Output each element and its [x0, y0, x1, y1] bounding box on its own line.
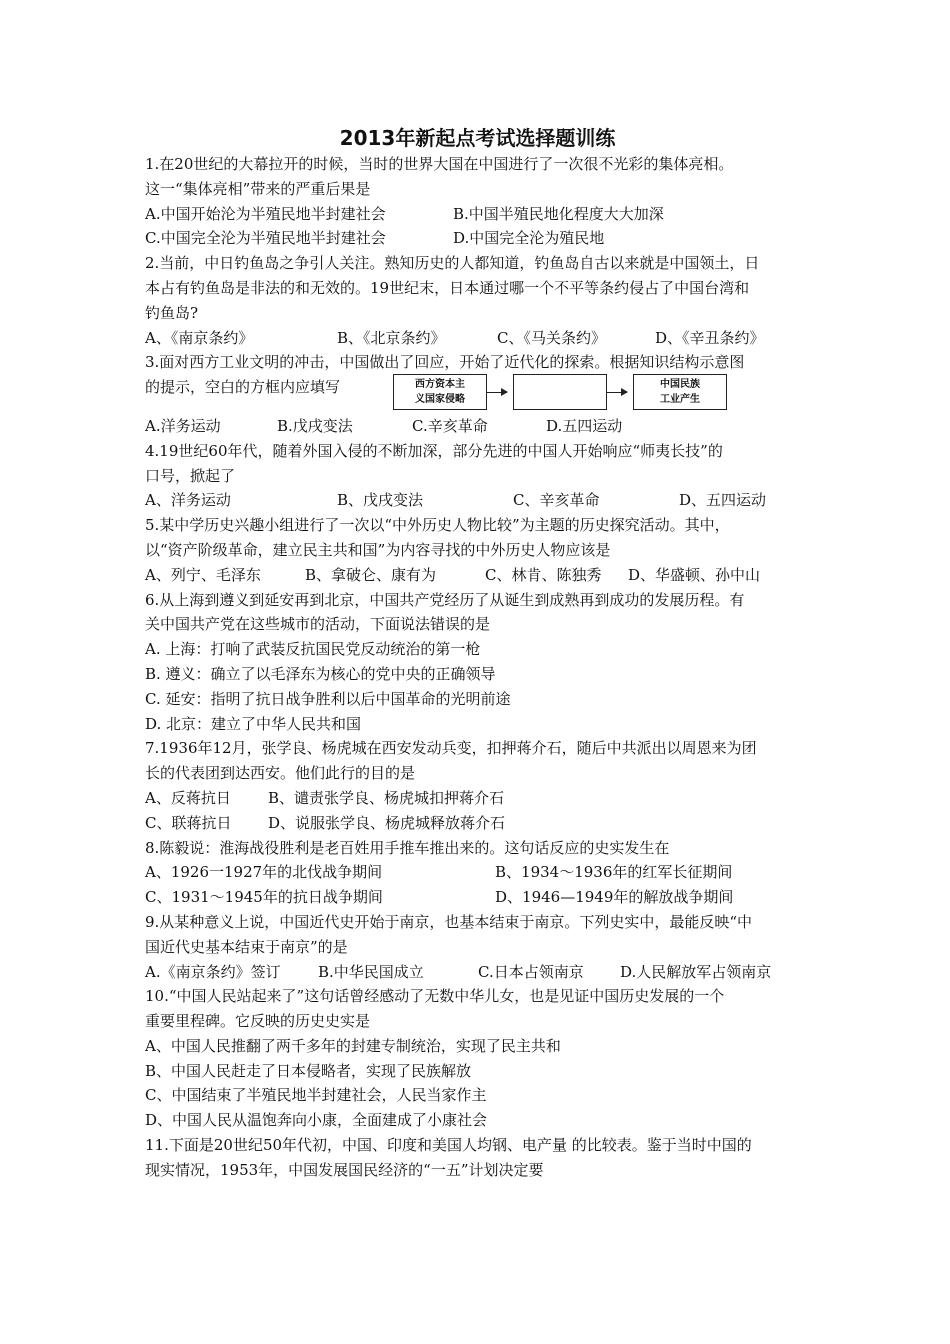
- q10-option-d: D、中国人民从温饱奔向小康，全面建成了小康社会: [145, 1111, 488, 1130]
- diagram-box-industry-line1: 中国民族: [660, 379, 700, 391]
- q8-option-b: B、1934～1936年的红军长征期间: [495, 863, 733, 882]
- q7-options-row2: [145, 811, 810, 836]
- q2-option-a: A、《南京条约》: [145, 328, 254, 347]
- q4-option-b: B、戊戌变法: [337, 491, 424, 510]
- diagram-box-blank: [513, 374, 607, 410]
- q7-stem-line1: 7.1936年12月，张学良、杨虎城在西安发动兵变，扣押蒋介石，随后中共派出以周恩来为团: [145, 739, 757, 758]
- diagram-box-invasion-line1: 西方资本主: [415, 379, 465, 391]
- q4-options: [145, 488, 810, 513]
- q9-stem-line1: 9.从某种意义上说，中国近代史开始于南京，也基本结束于南京。下列史实中，最能反映“中: [145, 912, 752, 931]
- q4-option-d: D、五四运动: [679, 491, 767, 510]
- q9-option-c: C.日本占领南京: [478, 962, 584, 981]
- q5-option-a: A、列宁、毛泽东: [145, 565, 261, 584]
- q5-stem-line2: 以“资产阶级革命，建立民主共和国”为内容寻找的中外历史人物应该是: [145, 540, 611, 559]
- q9-option-a: A.《南京条约》签订: [145, 962, 281, 981]
- q1-stem-line2: 这一“集体亮相”带来的严重后果是: [145, 179, 371, 198]
- q7-option-c: C、联蒋抗日: [145, 813, 232, 832]
- q7-option-a: A、反蒋抗日: [145, 788, 231, 807]
- q8-option-a: A、1926一1927年的北伐战争期间: [145, 863, 383, 882]
- q10-option-a: A、中国人民推翻了两千多年的封建专制统治，实现了民主共和: [145, 1036, 561, 1055]
- q2-option-d: D、《辛丑条约》: [655, 328, 765, 347]
- q1-options-row1: [145, 202, 810, 227]
- q1-option-d: D.中国完全沦为殖民地: [453, 229, 605, 248]
- q4-option-a: A、洋务运动: [145, 491, 231, 510]
- q2-option-c: C、《马关条约》: [497, 328, 606, 347]
- q5-options: [145, 563, 810, 588]
- q10-option-c: C、中国结束了半殖民地半封建社会，人民当家作主: [145, 1086, 487, 1105]
- q9-option-d: D.人民解放军占领南京: [620, 962, 772, 981]
- q6-stem-line1: 6.从上海到遵义到延安再到北京，中国共产党经历了从诞生到成熟再到成功的发展历程。有: [145, 590, 745, 609]
- q1-option-b: B.中国半殖民地化程度大大加深: [453, 204, 664, 223]
- q8-options-row2: [145, 885, 810, 910]
- q2-options: [145, 326, 810, 351]
- q6-option-a: A. 上海：打响了武装反抗国民党反动统治的第一枪: [145, 640, 481, 659]
- q3-option-c: C.辛亥革命: [412, 416, 488, 435]
- q5-option-d: D、华盛顿、孙中山: [628, 565, 761, 584]
- q6-stem-line2: 关中国共产党在这些城市的活动，下面说法错误的是: [145, 615, 491, 634]
- q8-option-c: C、1931～1945年的抗日战争期间: [145, 888, 383, 907]
- q10-stem-line2: 重要里程碑。它反映的历史史实是: [145, 1012, 371, 1031]
- q9-stem-line2: 国近代史基本结束于南京”的是: [145, 937, 348, 956]
- q4-stem-line2: 口号，掀起了: [145, 466, 236, 485]
- diagram-arrow-1: [487, 392, 507, 393]
- q4-stem-line1: 4.19世纪60年代，随着外国入侵的不断加深，部分先进的中国人开始响应“师夷长技”的: [145, 441, 723, 460]
- q2-stem-line1: 2.当前，中日钓鱼岛之争引人关注。熟知历史的人都知道，钓鱼岛自古以来就是中国领土，日: [145, 254, 760, 273]
- q3-stem-line1: 3.面对西方工业文明的冲击，中国做出了回应，开始了近代化的探索。根据知识结构示意图: [145, 353, 745, 372]
- q3-options: [145, 414, 810, 439]
- q3-stem-block: [145, 350, 810, 406]
- exam-page: [145, 124, 810, 1183]
- q11-stem-line1: 11.下面是20世纪50年代初，中国、印度和美国人均钢、电产量 的比较表。鉴于当时中国的: [145, 1136, 752, 1155]
- q3-option-a: A.洋务运动: [145, 416, 221, 435]
- q8-option-d: D、1946—1949年的解放战争期间: [495, 888, 734, 907]
- q2-stem-line3: 钓鱼岛?: [145, 303, 199, 322]
- q5-option-c: C、林肯、陈独秀: [485, 565, 602, 584]
- diagram-box-invasion: [393, 374, 487, 410]
- q1-stem-line1: 1.在20世纪的大幕拉开的时候，当时的世界大国在中国进行了一次很不光彩的集体亮相。: [145, 155, 734, 173]
- q7-stem-line2: 长的代表团到达西安。他们此行的目的是: [145, 764, 416, 783]
- q1-options-row2: [145, 226, 810, 251]
- q3-option-b: B.戊戌变法: [277, 416, 353, 435]
- diagram-arrow-2: [607, 392, 627, 393]
- q1-option-c: C.中国完全沦为半殖民地半封建社会: [145, 229, 386, 248]
- q6-option-c: C. 延安：指明了抗日战争胜利以后中国革命的光明前途: [145, 689, 511, 708]
- q10-stem-line1: 10.“中国人民站起来了”这句话曾经感动了无数中华儿女，也是见证中国历史发展的一个: [145, 987, 725, 1006]
- q7-option-b: B、谴责张学良、杨虎城扣押蒋介石: [268, 788, 505, 807]
- q6-option-b: B. 遵义：确立了以毛泽东为核心的党中央的正确领导: [145, 664, 496, 683]
- knowledge-structure-diagram: [393, 374, 727, 410]
- q7-options-row1: [145, 786, 810, 811]
- q3-stem-line2: 的提示，空白的方框内应填写: [145, 378, 341, 397]
- diagram-box-industry-line2: 工业产生: [660, 394, 700, 406]
- q5-option-b: B、拿破仑、康有为: [305, 565, 437, 584]
- q7-option-d: D、说服张学良、杨虎城释放蒋介石: [268, 813, 506, 832]
- q4-option-c: C、辛亥革命: [513, 491, 600, 510]
- q5-stem-line1: 5.某中学历史兴趣小组进行了一次以“中外历史人物比较”为主题的历史探究活动。其中，: [145, 516, 730, 535]
- q8-options-row1: [145, 860, 810, 885]
- q10-option-b: B、中国人民赶走了日本侵略者，实现了民族解放: [145, 1061, 472, 1080]
- q6-option-d: D. 北京：建立了中华人民共和国: [145, 714, 362, 733]
- diagram-box-invasion-line2: 义国家侵略: [415, 394, 465, 406]
- diagram-box-industry: [633, 374, 727, 410]
- q11-stem-line2: 现实情况，1953年，中国发展国民经济的“一五”计划决定要: [145, 1160, 544, 1179]
- q9-option-b: B.中华民国成立: [318, 962, 424, 981]
- q2-option-b: B、《北京条约》: [337, 328, 446, 347]
- page-title: 2013年新起点考试选择题训练: [339, 126, 616, 150]
- q3-option-d: D.五四运动: [546, 416, 623, 435]
- q9-options: [145, 960, 810, 985]
- q8-stem-line1: 8.陈毅说：淮海战役胜利是老百姓用手推车推出来的。这句话反应的史实发生在: [145, 838, 670, 857]
- q2-stem-line2: 本占有钓鱼岛是非法的和无效的。19世纪末，日本通过哪一个不平等条约侵占了中国台湾和: [145, 278, 750, 297]
- q1-option-a: A.中国开始沦为半殖民地半封建社会: [145, 204, 386, 223]
